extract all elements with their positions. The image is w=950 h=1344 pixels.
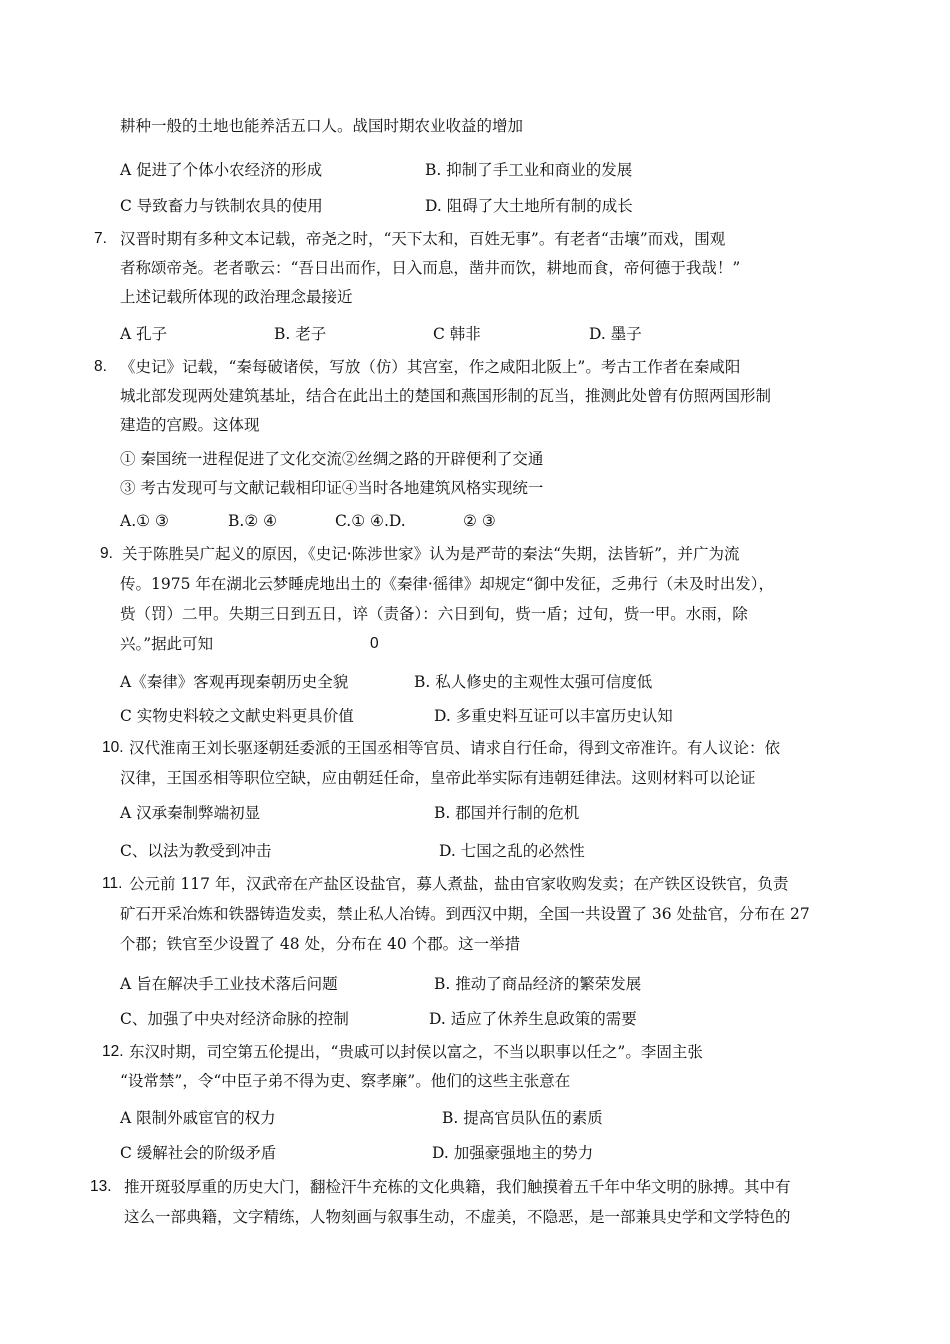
q10-option-c: C、以法为教受到冲击 [120,842,272,860]
q10-option-a: A 汉承秦制弊端初显 [120,804,261,822]
q9-option-a: A《秦律》客观再现秦朝历史全貌 [120,673,349,691]
q8-option-a: A.① ③ [120,512,169,530]
q13-number: 13. [90,1178,112,1195]
q9-option-b: B. 私人修史的主观性太强可信度低 [414,673,653,691]
q10-number: 10. [102,739,124,756]
q11-option-a: A 旨在解决手工业技术落后问题 [120,975,338,993]
q11-option-b: B. 推动了商品经济的繁荣发展 [434,975,642,993]
q7-stem-line-1: 汉晋时期有多种文本记载，帝尧之时，“天下太和，百姓无事”。有老者“击壤”而戏，围观 [120,230,726,248]
q7-stem-line-2: 者称颂帝尧。老者歌云：“吾日出而作，日入而息，凿井而饮，耕地而食，帝何德于我哉！” [120,259,741,277]
q12-option-b: B. 提高官员队伍的素质 [442,1109,603,1127]
q12-stem-line-1: 东汉时期，司空第五伦提出，“贵戚可以封侯以富之，不当以职事以任之”。李固主张 [129,1043,703,1061]
q9-stem-line-2: 传。1975 年在湖北云梦睡虎地出土的《秦律·徭律》却规定“御中发征，乏弗行（未及时出发）， [120,575,774,593]
q9-number: 9. [100,545,113,562]
q8-number: 8. [94,358,107,375]
q11-stem-line-2: 矿石开采冶炼和铁器铸造发卖，禁止私人冶铸。到西汉中期，全国一共设置了 36 处盐官，分布在 27 [120,905,810,923]
q11-stem-line-3: 个郡；铁官至少设置了 48 处，分布在 40 个郡。这一举措 [120,935,521,953]
q6-option-a: A 促进了个体小农经济的形成 [120,161,323,179]
q8-option-d: ② ③ [463,512,496,530]
q12-stem-line-2: “设常禁”，令“中臣子弟不得为吏、察孝廉”。他们的这些主张意在 [120,1072,571,1090]
q10-option-b: B. 郡国并行制的危机 [434,804,580,822]
q9-stem-line-1: 关于陈胜吴广起义的原因，《史记·陈涉世家》认为是严苛的秦法“失期，法皆斩”，并广为流 [122,545,740,563]
q9-option-d: D. 多重史料互证可以丰富历史认知 [434,707,673,725]
q9-stem-line-3: 赀（罚）二甲。失期三日到五日，谇（责备）：六日到旬，赀一盾；过旬，赀一甲。水雨，除 [120,605,748,623]
q13-stem-line-2: 这么一部典籍，文字精练，人物刻画与叙事生动，不虚美，不隐恶，是一部兼具史学和文学特色的 [124,1208,791,1226]
q6-option-c: C 导致畜力与铁制农具的使用 [120,197,323,215]
q8-statement-2: ③ 考古发现可与文献记载相印证④当时各地建筑风格实现统一 [120,479,544,497]
q11-stem-line-1: 公元前 117 年，汉武帝在产盐区设盐官，募人煮盐，盐由官家收购发卖；在产铁区设铁官，负责 [129,875,789,893]
q12-option-a: A 限制外戚宦官的权力 [120,1109,276,1127]
q7-option-a: A 孔子 [120,325,168,343]
q9-option-c: C 实物史料较之文献史料更具价值 [120,707,354,725]
q6-option-d: D. 阻碍了大土地所有制的成长 [425,197,633,215]
q12-option-d: D. 加强豪强地主的势力 [432,1144,594,1162]
q12-number: 12. [102,1043,124,1060]
q11-option-d: D. 适应了休养生息政策的需要 [429,1010,637,1028]
q6-stem-line: 耕种一般的土地也能养活五口人。战国时期农业收益的增加 [120,117,524,135]
q12-option-c: C 缓解社会的阶级矛盾 [120,1144,277,1162]
q11-number: 11. [102,875,123,892]
q13-stem-line-1: 推开斑驳厚重的历史大门，翻检汗牛充栋的文化典籍，我们触摸着五千年中华文明的脉搏。其中有 [124,1178,791,1196]
q8-stem-line-2: 城北部发现两处建筑基址，结合在此出土的楚国和燕国形制的瓦当，推测此处曾有仿照两国形制 [120,387,772,405]
q7-option-b: B. 老子 [274,325,327,343]
q8-stem-line-3: 建造的宫殿。这体现 [120,416,260,434]
q10-stem-line-2: 汉律，王国丞相等职位空缺，应由朝廷任命，皇帝此举实际有违朝廷律法。这则材料可以论证 [120,769,756,787]
q7-number: 7. [94,230,107,247]
q11-option-c: C、加强了中央对经济命脉的控制 [120,1010,349,1028]
q9-stem-line-4: 兴。”据此可知 [120,635,214,653]
q10-option-d: D. 七国之乱的必然性 [439,842,585,860]
q7-option-d: D. 墨子 [589,325,642,343]
q8-stem-line-1: 《史记》记载，“秦每破诸侯，写放（仿）其宫室，作之咸阳北阪上”。考古工作者在秦咸阳 [120,358,741,376]
q7-stem-line-3: 上述记载所体现的政治理念最接近 [120,288,353,306]
q8-option-c: C.① ④.D. [335,512,406,530]
q8-statement-1: ① 秦国统一进程促进了文化交流②丝绸之路的开辟便利了交通 [120,450,544,468]
q8-option-b: B.② ④ [228,512,278,530]
q6-option-b: B. 抑制了手工业和商业的发展 [425,161,633,179]
q10-stem-line-1: 汉代淮南王刘长驱逐朝廷委派的王国丞相等官员、请求自行任命，得到文帝准许。有人议论：依 [129,739,781,757]
q9-answer-blank: 0 [370,635,379,652]
q7-option-c: C 韩非 [433,325,481,343]
